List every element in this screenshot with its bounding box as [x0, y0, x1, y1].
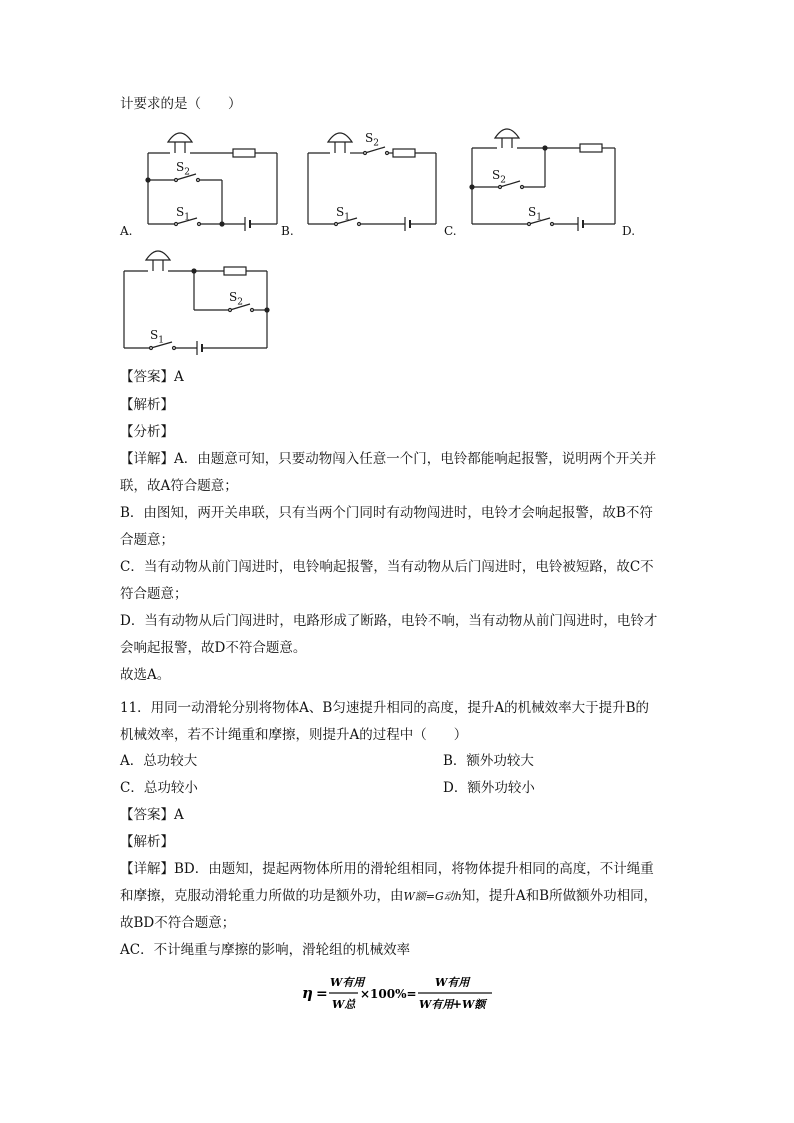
formula-eta: η — [302, 984, 313, 1002]
q11-detail-line1: 【详解】BD．由题知，提起两物体所用的滑轮组相同，将物体提升相同的高度，不计绳重 — [120, 861, 654, 877]
question-intro: 计要求的是（ ） — [120, 96, 242, 112]
q10-detail-line1: 【详解】A．由题意可知，只要动物闯入任意一个门，电铃都能响起报警，说明两个开关并 — [120, 451, 657, 467]
q10-b-line1: B．由图知，两开关串联，只有当两个门同时有动物闯进时，电铃才会响起报警，故B不符 — [120, 505, 653, 521]
q10-fenxi-heading: 【分析】 — [120, 424, 174, 440]
option-a-label: A. — [120, 224, 133, 238]
q11-answer: 【答案】A — [120, 807, 184, 823]
q11-option-d: D．额外功较小 — [443, 780, 535, 796]
q10-c-line2: 符合题意； — [120, 586, 188, 602]
q11-option-b: B．额外功较大 — [443, 753, 534, 769]
q10-d-line1: D．当有动物从后门闯进时，电路形成了断路，电铃不响，当有动物从前门闯进时，电铃才 — [120, 613, 658, 629]
circuit-a — [148, 133, 277, 231]
switch-label-s1-b: $S_1$ — [336, 205, 350, 223]
circuit-diagrams — [0, 0, 794, 360]
formula-w-useful: W有用 — [330, 976, 365, 989]
efficiency-formula — [300, 968, 500, 1018]
q10-analysis-heading: 【解析】 — [120, 397, 174, 413]
q11-detail-line2: 和摩擦，克服动滑轮重力所做的功是额外功，由W额=G动h知，提升A和B所做额外功相同， — [120, 888, 658, 904]
formula-w-total: W总 — [332, 998, 356, 1011]
q10-conclusion: 故选A。 — [120, 667, 171, 683]
q11-option-a: A．总功较大 — [120, 753, 198, 769]
q10-detail-line2: 联，故A符合题意； — [120, 478, 238, 494]
formula-w-useful-den: W有用 — [419, 998, 454, 1011]
q11-analysis-heading: 【解析】 — [120, 834, 174, 850]
formula-w-extra: W额 — [462, 998, 486, 1011]
q10-b-line2: 合题意； — [120, 532, 174, 548]
q10-d-line2: 会响起报警，故D不符合题意。 — [120, 640, 307, 656]
switch-label-s2-b: $S_2$ — [365, 131, 379, 149]
circuit-d — [124, 251, 267, 355]
q11-stem-line1: 11．用同一动滑轮分别将物体A、B匀速提升相同的高度，提升A的机械效率大于提升B的 — [120, 700, 650, 716]
q11-ac-line1: AC．不计绳重与摩擦的影响，滑轮组的机械效率 — [120, 942, 411, 958]
formula-plus: + — [452, 997, 463, 1011]
q11-option-c: C．总功较小 — [120, 780, 198, 796]
q10-answer: 【答案】A — [120, 369, 184, 385]
option-c-label: C. — [444, 224, 457, 238]
q11-detail-line3: 故BD不符合题意； — [120, 915, 236, 931]
switch-label-s1-a: $S_1$ — [176, 205, 190, 223]
formula-eq: = — [316, 986, 328, 1002]
q11-stem-line2: 机械效率，若不计绳重和摩擦，则提升A的过程中（ ） — [120, 727, 468, 743]
formula-times100: ×100%= — [360, 987, 417, 1001]
switch-label-s1-c: $S_1$ — [528, 205, 542, 223]
switch-label-s2-c: $S_2$ — [492, 168, 506, 186]
switch-label-s2-d: $S_2$ — [229, 290, 243, 308]
option-d-label: D. — [622, 224, 636, 238]
switch-label-s1-d: $S_1$ — [150, 328, 164, 346]
extra-work-formula: W额=G动h — [403, 890, 462, 903]
switch-label-s2-a: $S_2$ — [176, 160, 190, 178]
option-b-label: B. — [281, 224, 294, 238]
q10-c-line1: C．当有动物从前门闯进时，电铃响起报警，当有动物从后门闯进时，电铃被短路，故C不 — [120, 559, 654, 575]
formula-w-useful-num: W有用 — [435, 976, 470, 989]
